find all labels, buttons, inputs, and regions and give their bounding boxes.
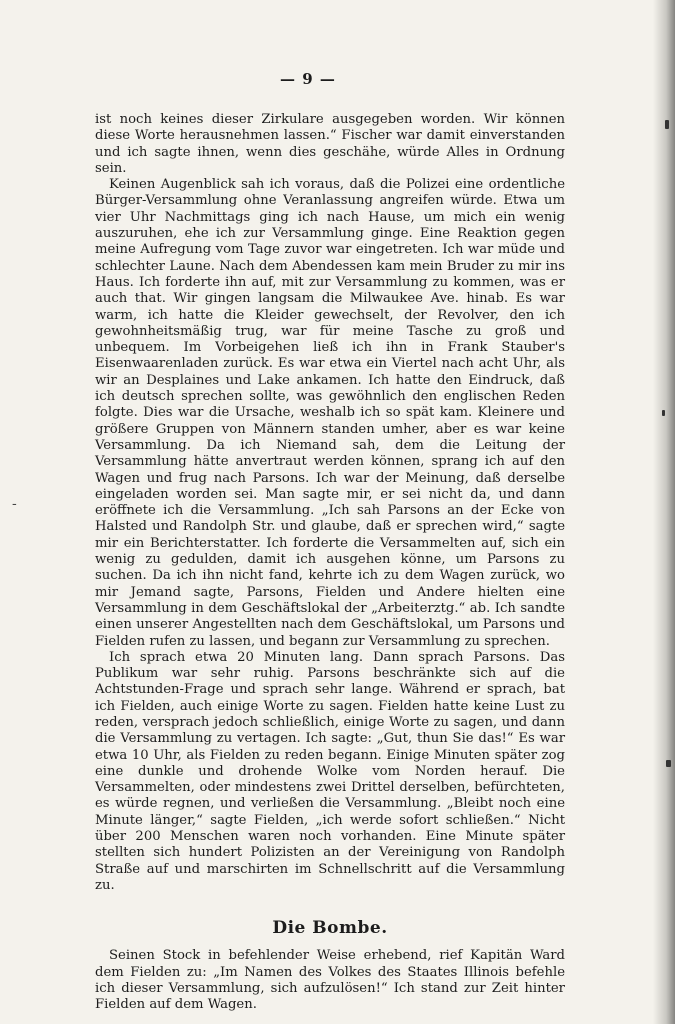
paragraph-2: Keinen Augenblick sah ich voraus, daß die Polizei eine ordentliche Bürger-Versammlung ohne Veranlassung angreifen würde. Etwa um vier Uhr Nachmittags ging ich nach Hause, um mich ein wenig auszuruhen, ehe ich zur Versammlung ginge. Eine Reaktion gegen meine Aufregung vom Tage zuvor war eingetreten. Ich war müde und schlechter Laune. Nach dem Abendessen kam mein Bruder zu mir ins Haus. Ich forderte ihn auf, mit zur Versammlung zu kommen, was er auch that. Wir gingen langsam die Milwaukee Ave. hinab. Es war warm, ich hatte die Kleider gewechselt, der Revolver, den ich gewohnheitsmäßig trug, war für meine Tasche zu groß und unbequem. Im Vorbeigehen ließ ich ihn in Frank Stauber's Eisenwaarenladen zurück. Es war etwa ein Viertel nach acht Uhr, als wir an Desplaines und Lake ankamen. Ich hatte den Eindruck, daß ich deutsch sprechen sollte, was gewöhnlich den englischen Reden folgte. Dies war die Ursache, weshalb ich so spät kam. Kleinere und größere Gruppen von Männern standen umher, aber es war keine Versammlung. Da ich Niemand sah, dem die Leitung der Versammlung hätte anvertraut werden können, sprang ich auf den Wagen und frug nach Parsons. Ich war der Meinung, daß derselbe eingeladen worden sei. Man sagte mir, er sei nicht da, und dann eröffnete ich die Versammlung. „Ich sah Parsons an der Ecke von Halsted und Randolph Str. und glaube, daß er sprechen wird,“ sagte mir ein Berichterstatter. Ich forderte die Versammelten auf, sich ein wenig zu gedulden, damit ich ausgehen könne, um Parsons zu suchen. Da ich ihn nicht fand, kehrte ich zu dem Wagen zurück, wo mir Jemand sagte, Parsons, Fielden und Andere hielten eine Versammlung in dem Geschäftslokal der „Arbeiterztg.“ ab. Ich sandte einen unserer Angestellten nach dem Geschäftslokal, um Parsons und Fielden rufen zu lassen, und begann zur Versammlung zu sprechen. <box>95 177 565 649</box>
page-body <box>95 112 565 1013</box>
scan-speck <box>662 410 665 416</box>
paragraph-4: Seinen Stock in befehlender Weise erhebend, rief Kapitän Ward dem Fielden zu: „Im Namen des Volkes des Staates Illinois befehle ich dieser Versammlung, sich aufzulösen!“ Ich stand zur Zeit hinter Fielden auf dem Wagen. <box>95 948 565 1013</box>
scan-speck <box>666 760 671 767</box>
paragraph-1: ist noch keines dieser Zirkulare ausgegeben worden. Wir können diese Worte herausnehmen lassen.“ Fischer war damit einverstanden und ich sagte ihnen, wenn dies geschähe, würde Alles in Ordnung sein. <box>95 112 565 176</box>
page-number: — 9 — <box>280 70 336 88</box>
section-heading: Die Bombe. <box>272 918 388 939</box>
margin-mark: - <box>12 496 17 512</box>
scan-speck <box>665 120 669 129</box>
page-edge-shadow <box>653 0 675 1024</box>
paragraph-3: Ich sprach etwa 20 Minuten lang. Dann sprach Parsons. Das Publikum war sehr ruhig. Parsons beschränkte sich auf die Achtstunden-Frage und sprach sehr lange. Während er sprach, bat ich Fielden, auch einige Worte zu sagen. Fielden hatte keine Lust zu reden, versprach jedoch schließlich, einige Worte zu sagen, und dann die Versammlung zu vertagen. Ich sagte: „Gut, thun Sie das!“ Es war etwa 10 Uhr, als Fielden zu reden begann. Einige Minuten später zog eine dunkle und drohende Wolke vom Norden herauf. Die Versammelten, oder mindestens zwei Drittel derselben, befürchteten, es würde regnen, und verließen die Versammlung. „Bleibt noch eine Minute länger,“ sagte Fielden, „ich werde sofort schließen.“ Nicht über 200 Menschen waren noch vorhanden. Eine Minute später stellten sich hundert Polizisten an der Vereinigung von Randolph Straße auf und marschirten im Schnellschritt auf die Versammlung zu. <box>95 649 565 893</box>
